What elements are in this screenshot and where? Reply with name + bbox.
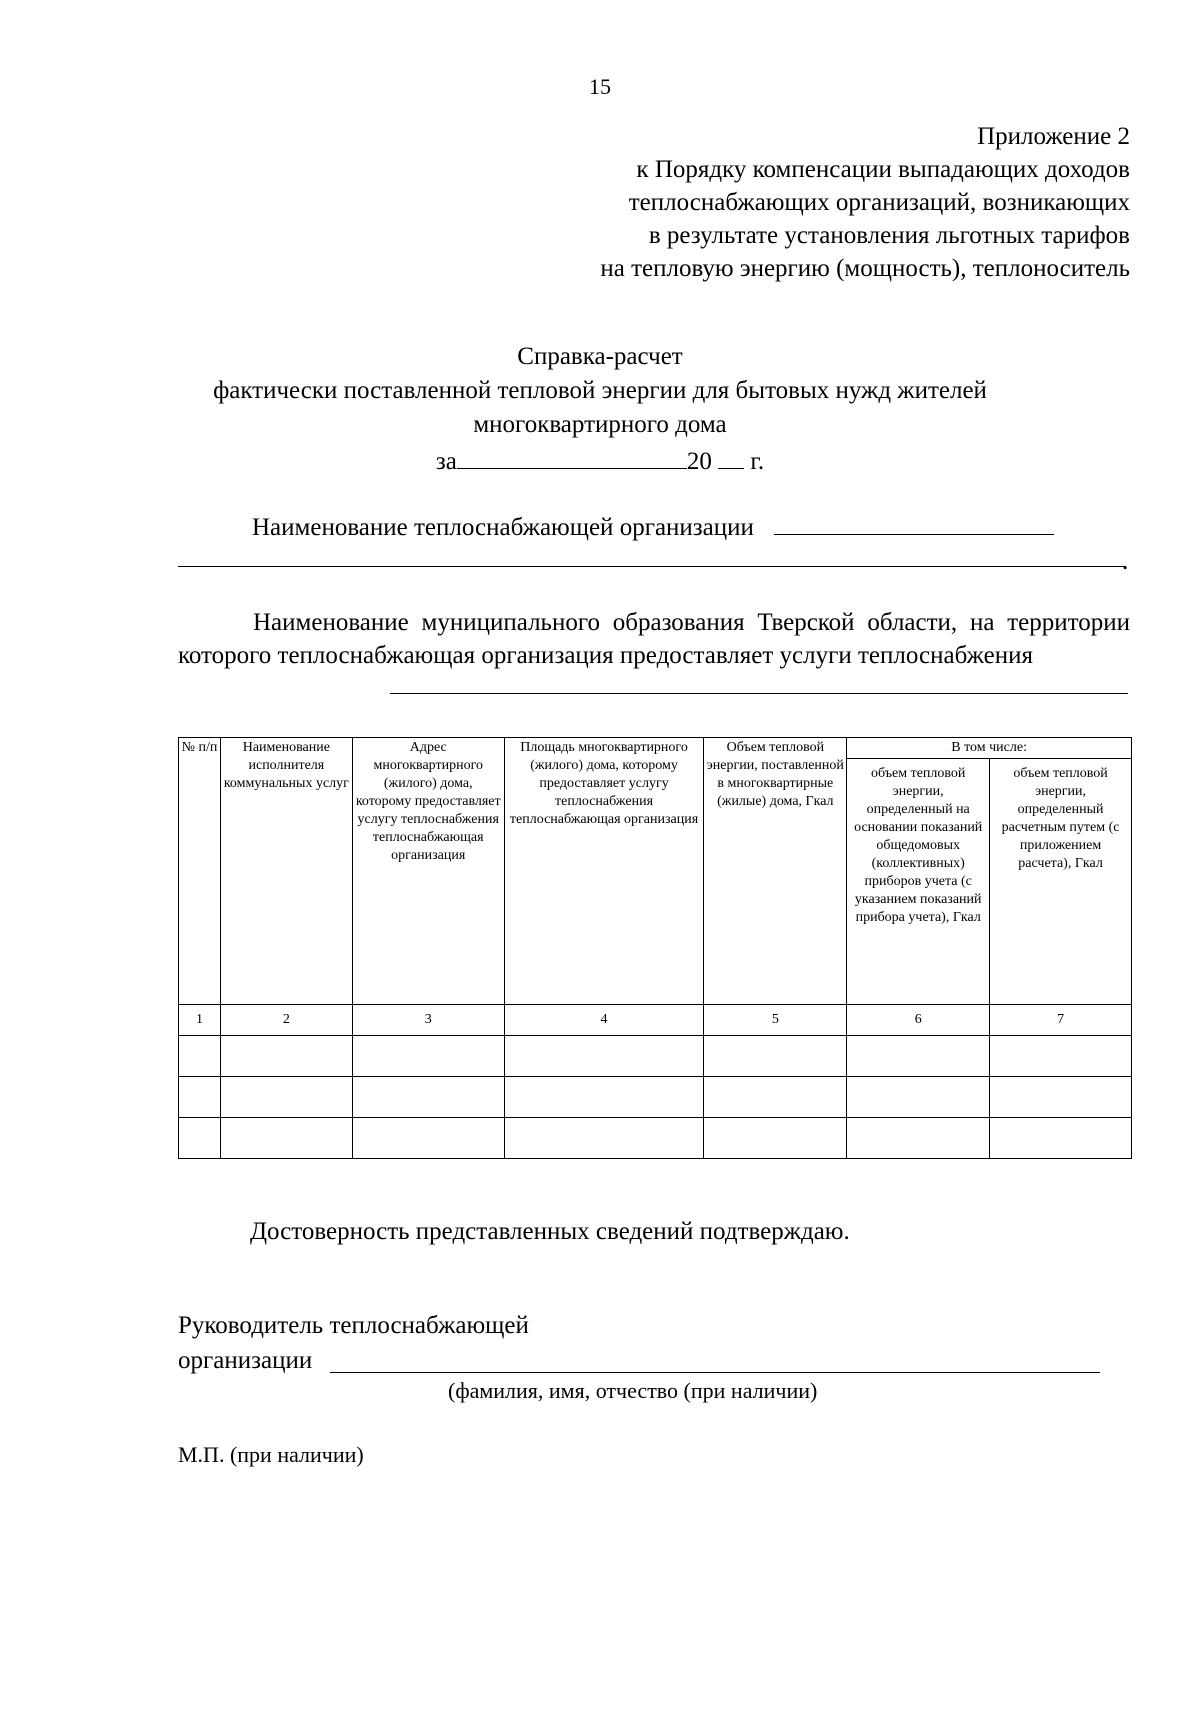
stamp-place: М.П. (при наличии)	[178, 1442, 364, 1467]
appendix-line: теплоснабжающих организаций, возникающих	[628, 189, 1130, 216]
table-row	[179, 1118, 1132, 1159]
header-including: В том числе:	[847, 738, 1132, 759]
header-number: № п/п	[179, 738, 221, 1005]
column-number: 3	[352, 1005, 504, 1036]
table-cell[interactable]	[990, 1077, 1132, 1118]
calculation-table	[178, 737, 1132, 1159]
header-heat-volume: Объем тепловой энергии, поставленной в многоквартирные (жилые) дома, Гкал	[704, 738, 847, 1005]
period-month-blank[interactable]	[457, 442, 687, 469]
table-cell[interactable]	[847, 1077, 990, 1118]
column-number: 5	[704, 1005, 847, 1036]
table-cell[interactable]	[352, 1077, 504, 1118]
column-number: 6	[847, 1005, 990, 1036]
page-number: 15	[589, 74, 611, 99]
title-line: Справка-расчет	[517, 343, 683, 370]
org-line-dot: .	[1122, 548, 1129, 575]
table-row	[179, 1036, 1132, 1077]
period-suffix: г.	[750, 448, 765, 475]
head-label-line2: организации	[178, 1347, 313, 1374]
table-cell[interactable]	[179, 1036, 221, 1077]
period-year: 20	[686, 448, 712, 475]
title-line: многоквартирного дома	[473, 411, 727, 438]
table-cell[interactable]	[220, 1036, 352, 1077]
confirmation-text: Достоверность представленных сведений подтверждаю.	[250, 1218, 850, 1245]
header-area: Площадь многоквартирного (жилого) дома, которому предоставляет услугу теплоснабжения теплоснабжающая организация	[504, 738, 704, 1005]
appendix-line: к Порядку компенсации выпадающих доходов	[636, 156, 1130, 183]
table-cell[interactable]	[220, 1077, 352, 1118]
fio-caption: (фамилия, имя, отчество (при наличии)	[448, 1378, 818, 1403]
column-number: 2	[220, 1005, 352, 1036]
document-title	[150, 340, 1050, 479]
table-cell[interactable]	[990, 1036, 1132, 1077]
table-cell[interactable]	[990, 1118, 1132, 1159]
table-cell[interactable]	[704, 1077, 847, 1118]
table-cell[interactable]	[847, 1036, 990, 1077]
table-cell[interactable]	[352, 1036, 504, 1077]
title-line: фактически поставленной тепловой энергии для бытовых нужд жителей	[213, 377, 987, 404]
table-cell[interactable]	[352, 1118, 504, 1159]
table-row	[179, 1077, 1132, 1118]
appendix-line: Приложение 2	[977, 123, 1130, 150]
org-name-blank-line[interactable]	[178, 566, 1126, 567]
period-prefix: за	[435, 448, 457, 475]
column-number: 4	[504, 1005, 704, 1036]
table-cell[interactable]	[504, 1036, 704, 1077]
appendix-line: на тепловую энергию (мощность), теплоноситель	[600, 255, 1130, 282]
table-header-row	[179, 738, 1132, 759]
table-cell[interactable]	[179, 1077, 221, 1118]
table-cell[interactable]	[504, 1118, 704, 1159]
table-cell[interactable]	[847, 1118, 990, 1159]
appendix-header	[600, 120, 1130, 285]
org-name-row	[178, 508, 1128, 545]
appendix-line: в результате установления льготных тарифов	[648, 222, 1130, 249]
head-label-line1: Руководитель теплоснабжающей	[178, 1312, 529, 1339]
org-label: Наименование теплоснабжающей организации	[252, 514, 754, 541]
table-cell[interactable]	[704, 1036, 847, 1077]
header-address: Адрес многоквартирного (жилого) дома, которому предоставляет услугу теплоснабжения теплоснабжающая организация	[352, 738, 504, 1005]
table-cell[interactable]	[704, 1118, 847, 1159]
column-number: 7	[990, 1005, 1132, 1036]
org-name-blank[interactable]	[774, 508, 1054, 535]
municipality-label: Наименование муниципального образования Тверской области, на территории которого теплоснабжающая организация предоставляет услуги теплоснабжения	[178, 609, 1130, 669]
column-number-row	[179, 1005, 1132, 1036]
column-number: 1	[179, 1005, 221, 1036]
header-metered-volume: объем тепловой энергии, определенный на основании показаний общедомовых (коллективных) приборов учета (с указанием показаний прибора учета), Гкал	[847, 759, 990, 1005]
signature-blank[interactable]	[330, 1372, 1100, 1373]
table-cell[interactable]	[220, 1118, 352, 1159]
table-cell[interactable]	[179, 1118, 221, 1159]
period-line	[150, 442, 1050, 479]
header-executor: Наименование исполнителя коммунальных услуг	[220, 738, 352, 1005]
header-calculated-volume: объем тепловой энергии, определенный расчетным путем (с приложением расчета), Гкал	[990, 759, 1132, 1005]
table-cell[interactable]	[504, 1077, 704, 1118]
municipality-text	[178, 606, 1130, 672]
period-year-blank[interactable]	[718, 442, 744, 469]
municipality-blank[interactable]	[390, 693, 1128, 694]
